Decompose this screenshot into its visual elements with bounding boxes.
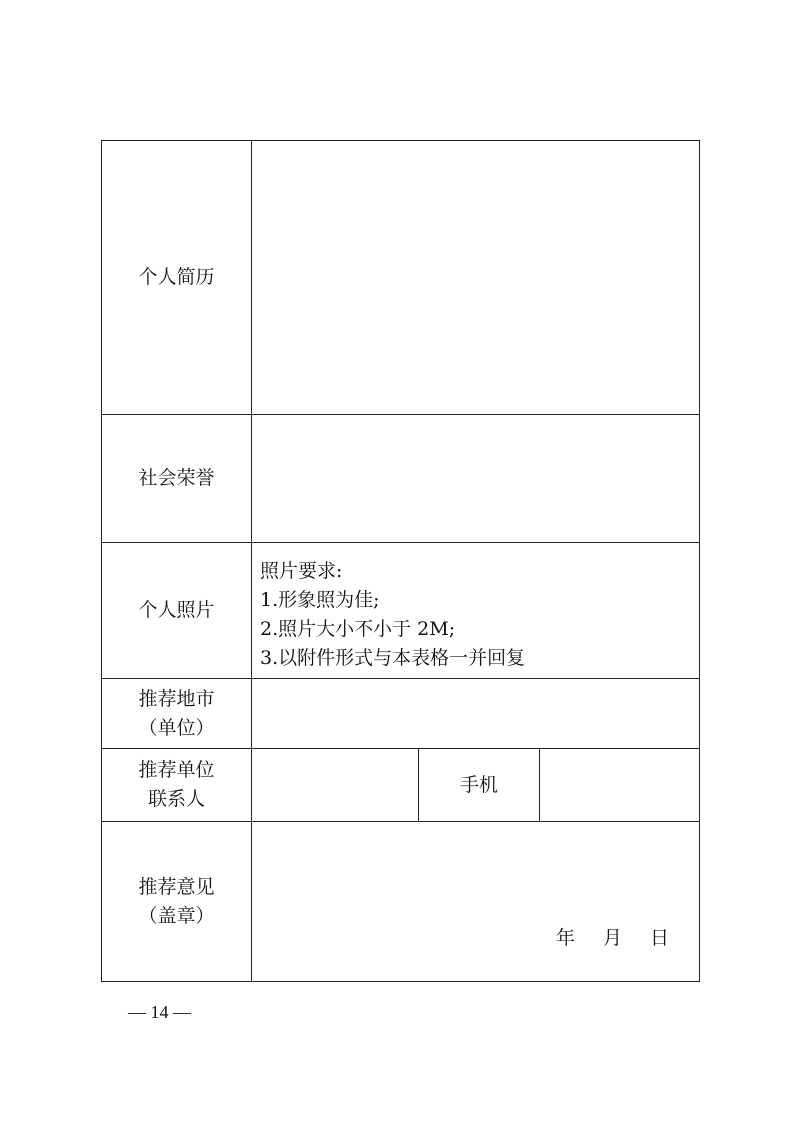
recommending-city-field[interactable]: [252, 679, 700, 749]
resume-row: [102, 141, 700, 415]
resume-label: 个人简历: [102, 141, 252, 415]
recommending-city-row: [102, 679, 700, 749]
phone-field[interactable]: [540, 749, 700, 822]
resume-field[interactable]: [252, 141, 700, 415]
date-month: 月: [602, 927, 622, 949]
opinion-label-line2: （盖章）: [138, 904, 215, 927]
opinion-label-line1: 推荐意见: [138, 875, 215, 898]
contact-name-field[interactable]: [252, 749, 419, 822]
honors-row: [102, 415, 700, 543]
opinion-row: [102, 822, 700, 982]
opinion-field[interactable]: [252, 822, 700, 982]
date-year: 年: [555, 927, 575, 949]
photo-requirement-item: 2.照片大小不小于 2M;: [260, 618, 456, 640]
honors-label: 社会荣誉: [102, 415, 252, 543]
photo-label: 个人照片: [102, 543, 252, 679]
photo-requirements-title: 照片要求:: [260, 560, 343, 582]
contact-label-line2: 联系人: [147, 788, 205, 810]
photo-requirement-item: 1.形象照为佳;: [260, 589, 380, 611]
recommending-city-label-line2: （单位）: [138, 716, 215, 739]
honors-field[interactable]: [252, 415, 700, 543]
photo-row: [102, 543, 700, 679]
recommending-city-label: [102, 679, 252, 749]
contact-label: [102, 749, 252, 822]
date-day: 日: [650, 927, 670, 949]
page-number: — 14 —: [128, 1002, 191, 1022]
photo-requirements: [252, 543, 700, 679]
contact-label-line1: 推荐单位: [138, 759, 215, 781]
nomination-form-table: [101, 140, 700, 982]
phone-label: 手机: [419, 749, 540, 822]
contact-row: [102, 749, 700, 822]
opinion-label: [102, 822, 252, 982]
recommending-city-label-line1: 推荐地市: [138, 687, 215, 710]
photo-requirement-item: 3.以附件形式与本表格一并回复: [260, 647, 526, 669]
